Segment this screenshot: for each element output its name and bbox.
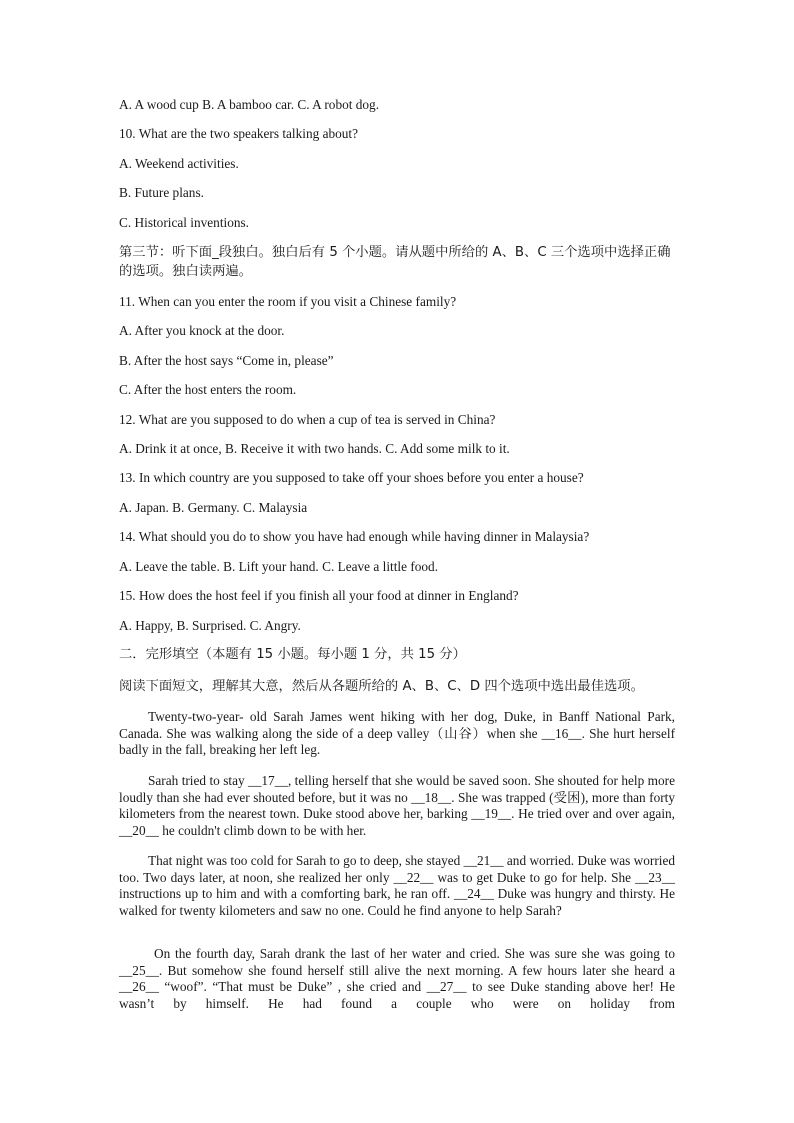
passage-paragraph-3: [119, 853, 675, 919]
q10-option-c: C. Historical inventions.: [119, 215, 250, 230]
q10-option-b: B. Future plans.: [119, 185, 204, 200]
q10-question: 10. What are the two speakers talking about?: [119, 126, 359, 141]
passage-paragraph-1: [119, 709, 675, 759]
section3-instruction: 第三节：听下面_段独白。独白后有 5 个小题。请从题中所给的 A、B、C 三个选项中选择正确的选项。独白读两遍。: [119, 245, 671, 279]
q14-question: 14. What should you do to show you have had enough while having dinner in Malaysia?: [119, 529, 590, 544]
cloze-instruction: 阅读下面短文，理解其大意，然后从各题所给的 A、B、C、D 四个选项中选出最佳选项。: [119, 679, 644, 694]
q13-question: 13. In which country are you supposed to take off your shoes before you enter a house?: [119, 470, 584, 485]
passage-paragraph-4: [119, 946, 675, 1012]
q11-option-c: C. After the host enters the room.: [119, 382, 297, 397]
paragraph-text: Sarah tried to stay __17__, telling herself that she would be saved soon. She shouted for help more loudly than she had ever shouted before, but it was no __18__. She was trapped (受困), more than forty kilometers from the nearest town. Duke stood above her, barking __19__. He tried over and over again, __20__ he couldn't climb down to be with her.: [119, 773, 675, 838]
q13-options: A. Japan. B. Germany. C. Malaysia: [119, 500, 308, 515]
q15-question: 15. How does the host feel if you finish all your food at dinner in England?: [119, 588, 519, 603]
paragraph-text: On the fourth day, Sarah drank the last of her water and cried. She was sure she was going to __25__. But somehow she found herself still alive the next morning. A few hours later she heard a __26__ “woof”. “That must be Duke” , she cried and __27__ to see Duke standing above her! He wasn’t by himself. He had found a couple who were on holiday from: [119, 946, 675, 1011]
passage-paragraph-2: [119, 773, 675, 839]
q14-options: A. Leave the table. B. Lift your hand. C. Leave a little food.: [119, 559, 439, 574]
q11-option-b: B. After the host says “Come in, please”: [119, 353, 334, 368]
q15-options: A. Happy, B. Surprised. C. Angry.: [119, 618, 301, 633]
paragraph-text: That night was too cold for Sarah to go to deep, she stayed __21__ and worried. Duke was worried too. Two days later, at noon, she realized her only __22__ was to get Duke to go for help. She __23__ instructions up to him and with a comforting bark, he ran off. __24__ Duke was hungry and thirsty. He walked for twenty kilometers and saw no one. Could he find anyone to help Sarah?: [119, 853, 675, 918]
q9-options: A. A wood cup B. A bamboo car. C. A robot dog.: [119, 97, 380, 112]
q12-options: A. Drink it at once, B. Receive it with two hands. C. Add some milk to it.: [119, 441, 510, 456]
cloze-heading: 二．完形填空（本题有 15 小题。每小题 1 分，共 15 分）: [119, 647, 466, 662]
q10-option-a: A. Weekend activities.: [119, 156, 239, 171]
q11-option-a: A. After you knock at the door.: [119, 323, 285, 338]
paragraph-text: Twenty-two-year- old Sarah James went hiking with her dog, Duke, in Banff National Park, Canada. She was walking along the side of a deep valley（山谷）when she __16__. She hurt herself badly in the fall, breaking her left leg.: [119, 709, 675, 757]
q11-question: 11. When can you enter the room if you visit a Chinese family?: [119, 294, 457, 309]
q12-question: 12. What are you supposed to do when a cup of tea is served in China?: [119, 412, 496, 427]
